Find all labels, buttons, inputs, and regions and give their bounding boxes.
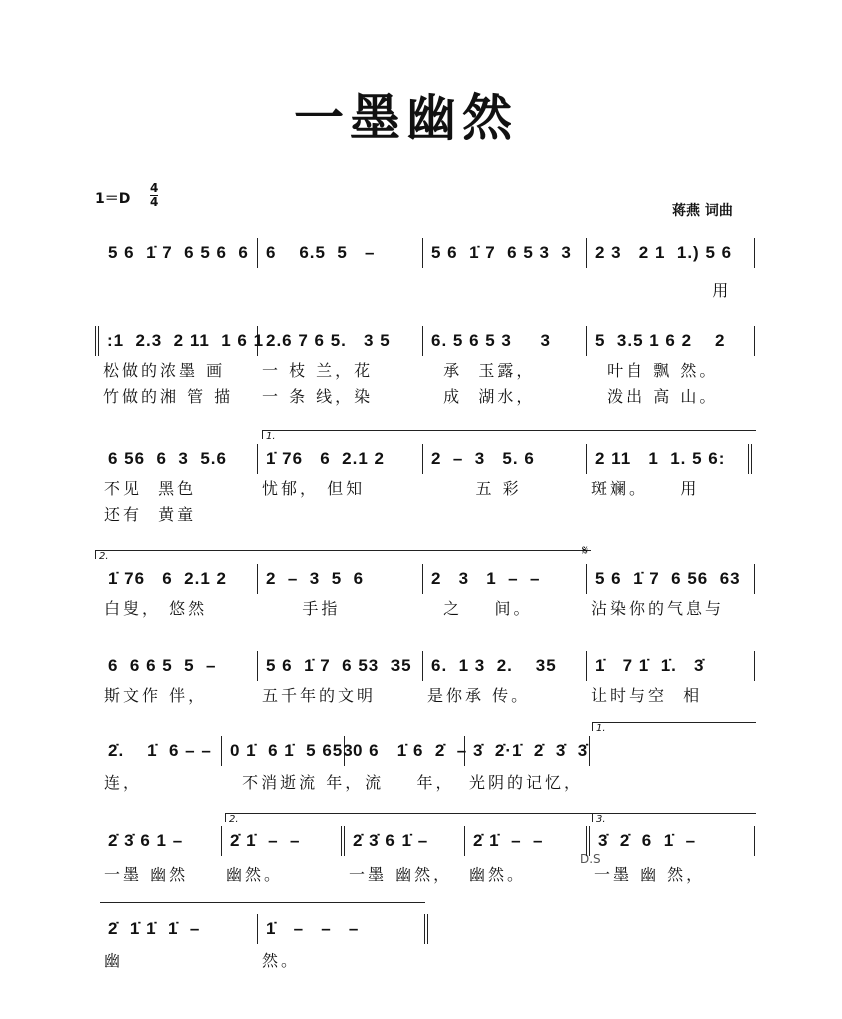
- measure-notes: 6. 1 3 2. 35: [431, 656, 557, 675]
- measure: [100, 651, 258, 705]
- measure-notes: 6 6.5 5 –: [266, 243, 376, 262]
- volta-2-label: 2.: [99, 551, 109, 562]
- measure: [345, 736, 468, 792]
- measure: [465, 736, 590, 792]
- lyric-text: 幽然。: [226, 865, 284, 884]
- measure: [258, 914, 428, 970]
- lyric-text: 幽然。: [469, 865, 527, 884]
- measure: [345, 826, 465, 884]
- lyric-text: 一墨 幽 然，: [594, 865, 706, 884]
- lyric-text: 承 玉露，: [427, 361, 536, 380]
- volta-2b-label: 2.: [229, 814, 239, 825]
- lyric-text: 不见 黑色: [104, 479, 197, 498]
- measure: [423, 238, 587, 268]
- measure-notes: 6 56 6 3 5.6: [108, 449, 227, 468]
- measure-notes: 0 6 1̇ 6 2̇ –: [353, 741, 468, 760]
- lyric-text: 一 枝 兰，花: [262, 361, 374, 380]
- measure: [423, 564, 587, 618]
- measure-notes: 2̇. 1̇ 6 – –: [108, 741, 212, 760]
- lyric-text: 用: [591, 281, 732, 300]
- lyric-text: 之 间。: [427, 599, 533, 618]
- lyric-text: 竹做的湘 管 描: [103, 387, 234, 406]
- lyric-text: 白叟， 悠然: [104, 599, 208, 618]
- measure: [100, 238, 258, 268]
- lyric-text: 让时与空 相: [591, 686, 703, 705]
- key-signature: 1＝D: [95, 191, 131, 207]
- measure-notes: 2 – 3 5 6: [266, 569, 365, 588]
- lyric-text: 沾染你的气息与: [591, 599, 725, 618]
- time-signature: [150, 182, 158, 209]
- measure-notes: 6 6 6 5 5 –: [108, 656, 217, 675]
- time-bottom: 4: [150, 195, 159, 209]
- measure-notes: 5 6 1̇ 7 6 5 6 6: [108, 243, 249, 262]
- measure-notes: :1 2.3 2 11 1 6 1: [107, 331, 265, 350]
- measure-notes: 2 11 1 1. 5 6:: [595, 449, 726, 468]
- lyric-text: 然。: [262, 951, 301, 970]
- ds-marking: D.S: [580, 852, 601, 866]
- measure: [587, 651, 755, 705]
- measure: [423, 651, 587, 705]
- lyric-text: 松做的浓墨 画: [103, 361, 226, 380]
- measure-notes: 5 6 1̇ 7 6 56 63: [595, 569, 741, 588]
- volta-3-label: 3.: [596, 814, 606, 825]
- lyric-text: 斑斓。 用: [591, 479, 700, 498]
- lyric-text: 光阴的记忆，: [469, 773, 584, 792]
- lyric-text: 叶自 飘 然。: [591, 361, 719, 380]
- measure-notes: 6. 5 6 5 3 3: [431, 331, 551, 350]
- volta-2b: [225, 813, 594, 825]
- lyric-text: 幽: [104, 951, 124, 970]
- author-credit: 蒋燕 词曲: [672, 203, 733, 219]
- song-title: 一墨幽然: [294, 88, 518, 147]
- measure: [258, 238, 423, 268]
- measure: [222, 826, 345, 884]
- measure: [100, 914, 258, 970]
- measure: [100, 564, 258, 618]
- time-top: 4: [150, 181, 159, 195]
- lyric-text: 是你承 传。: [427, 686, 531, 705]
- measure-notes: 2̇ 3̇ 6 1 –: [108, 831, 184, 850]
- measure: [587, 238, 755, 300]
- measure-notes: 2̇ 1̇ 1̇ 1̇ –: [108, 919, 201, 938]
- lyric-text: 手指: [262, 599, 341, 618]
- measure-notes: 3̇ 2̇·1̇ 2̇ 3̇ 3̇: [473, 741, 589, 760]
- lyric-text: 不消逝流 年，: [226, 773, 365, 792]
- measure: [100, 736, 222, 792]
- volta-1: [262, 430, 756, 442]
- lyric-text: 斯文作 伴，: [104, 686, 208, 705]
- lyric-text: 流 年，: [349, 773, 455, 792]
- lyric-text: 还有 黄童: [104, 505, 197, 524]
- lyric-text: 一墨 幽然，: [349, 865, 453, 884]
- measure: [222, 736, 365, 792]
- measure: [587, 326, 755, 406]
- measure-notes: 5 6 1̇ 7 6 53 35: [266, 656, 412, 675]
- volta-3: [592, 813, 756, 825]
- measure-notes: 1̇ – – –: [266, 919, 360, 938]
- measure-notes: 2̇ 1̇ – –: [473, 831, 544, 850]
- measure-notes: 2̇ 1̇ – –: [230, 831, 301, 850]
- measure-notes: 1̇ 76 6 2.1 2: [266, 449, 385, 468]
- measure: [465, 826, 590, 884]
- measure: [258, 326, 423, 406]
- lyric-text: 连，: [104, 773, 143, 792]
- measure: [258, 444, 423, 498]
- measure-notes: 5 3.5 1 6 2 2: [595, 331, 726, 350]
- lyric-text: 五 彩: [427, 479, 522, 498]
- measure-notes: 2̇ 3̇ 6 1̇ –: [353, 831, 429, 850]
- measure-notes: 2 – 3 5. 6: [431, 449, 535, 468]
- measure-notes: 0 1̇ 6 1̇ 5 653: [230, 741, 354, 760]
- lyric-text: 一墨 幽然: [104, 865, 189, 884]
- lyric-text: 忧郁， 但知: [262, 479, 366, 498]
- measure-notes: 2.6 7 6 5. 3 5: [266, 331, 391, 350]
- measure: [95, 326, 265, 406]
- measure-notes: 1̇ 76 6 2.1 2: [108, 569, 227, 588]
- measure-notes: 5 6 1̇ 7 6 5 3 3: [431, 243, 572, 262]
- volta-1b-label: 1.: [596, 723, 606, 734]
- measure-notes: 3̇ 2̇ 6 1̇ –: [598, 831, 697, 850]
- measure: [587, 444, 752, 498]
- measure: [100, 826, 222, 884]
- lyric-text: 五千年的文明: [262, 686, 377, 705]
- measure-notes: 2 3 1 – –: [431, 569, 541, 588]
- volta-1b: [592, 722, 756, 734]
- measure: [100, 444, 258, 524]
- lyric-text: 成 湖水，: [427, 387, 536, 406]
- measure: [587, 564, 755, 618]
- measure: [423, 326, 587, 406]
- phrase-bracket: [100, 902, 425, 911]
- lyric-text: 泼出 高 山。: [591, 387, 719, 406]
- measure: [258, 651, 423, 705]
- measure: [423, 444, 587, 498]
- volta-1-label: 1.: [266, 431, 276, 442]
- lyric-text: 一 条 线，染: [262, 387, 374, 406]
- measure: [258, 564, 423, 618]
- segno-icon: 𝄋: [582, 543, 589, 559]
- measure-notes: 1̇ 7 1̇ 1̇. 3̇: [595, 656, 705, 675]
- measure-notes: 2 3 2 1 1.) 5 6: [595, 243, 733, 262]
- volta-2: [95, 550, 591, 562]
